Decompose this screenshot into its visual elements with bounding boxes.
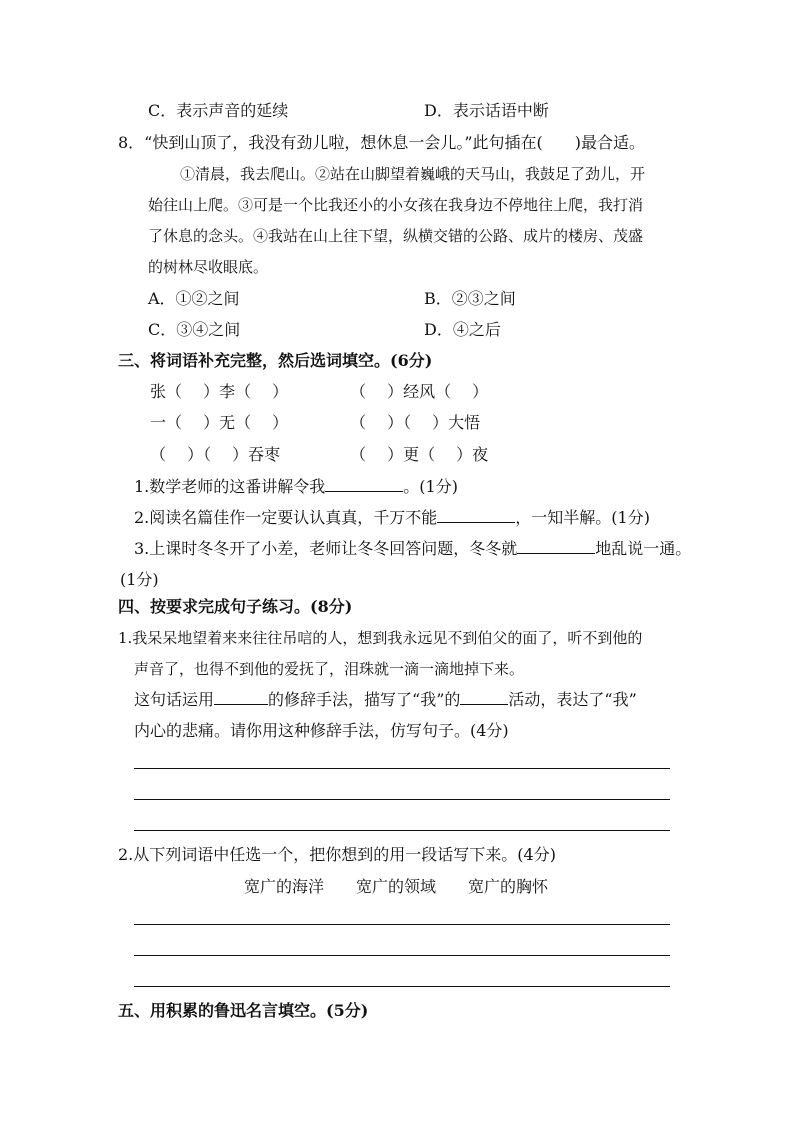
fill-sentence-3-score: (1分) xyxy=(120,570,159,589)
idiom-fill-4: （ ）（ ）大悟 xyxy=(350,413,481,432)
q8-stem: 8．“快到山顶了，我没有劲儿啦，想休息一会儿。”此句插在( )最合适。 xyxy=(118,133,646,152)
q1-text: 活动，表达了“我” xyxy=(508,690,637,709)
q8-option-b: B．②③之间 xyxy=(424,289,516,308)
fill-sentence-text: ，一知半解。(1分) xyxy=(515,508,650,527)
word-choice: 宽广的领域 xyxy=(356,877,437,896)
q7-option-c: C．表示声音的延续 xyxy=(148,101,289,120)
q7-option-d: D．表示话语中断 xyxy=(424,101,549,120)
answer-line[interactable] xyxy=(134,955,670,956)
idiom-fill-2: （ ）经风（ ） xyxy=(350,382,489,401)
q8-option-d: D．④之后 xyxy=(424,320,501,339)
q8-option-c: C．③④之间 xyxy=(148,320,241,339)
q8-passage-line: ①清晨，我去爬山。②站在山脚望着巍峨的天马山，我鼓足了劲儿，开 xyxy=(180,165,646,183)
fill-sentence-3 xyxy=(134,538,691,560)
q8-passage-line: 始往山上爬。③可是一个比我还小的小女孩在我身边不停地往上爬，我打消 xyxy=(148,196,644,214)
fill-sentence-1 xyxy=(134,476,458,498)
fill-sentence-text: 。(1分) xyxy=(403,477,458,496)
answer-line[interactable] xyxy=(134,830,670,831)
answer-blank[interactable] xyxy=(437,508,515,523)
idiom-fill-6: （ ）更（ ）夜 xyxy=(350,445,489,464)
q1-question-line: 内心的悲痛。请你用这种修辞手法，仿写句子。(4分) xyxy=(134,721,509,740)
idiom-fill-5: （ ）（ ）吞枣 xyxy=(150,445,281,464)
fill-sentence-text: 1.数学老师的这番讲解令我 xyxy=(134,477,326,496)
q8-passage-line: 了休息的念头。④我站在山上往下望，纵横交错的公路、成片的楼房、茂盛 xyxy=(148,227,644,245)
word-choice: 宽广的海洋 xyxy=(244,877,325,896)
word-choice: 宽广的胸怀 xyxy=(468,877,549,896)
q1-sentence-line: 1.我呆呆地望着来来往往吊唁的人，想到我永远见不到伯父的面了，听不到他的 xyxy=(118,629,643,647)
section4-heading: 四、按要求完成句子练习。(8分) xyxy=(118,597,353,616)
q8-passage-line: 的树林尽收眼底。 xyxy=(148,258,269,276)
q8-option-a: A．①②之间 xyxy=(148,289,240,308)
answer-blank[interactable] xyxy=(460,690,508,705)
q1-question-line xyxy=(134,689,637,711)
answer-blank[interactable] xyxy=(214,690,268,705)
fill-sentence-text: 3.上课时冬冬开了小差，老师让冬冬回答问题，冬冬就 xyxy=(134,539,518,558)
answer-line[interactable] xyxy=(134,768,670,769)
answer-blank[interactable] xyxy=(517,539,595,554)
q1-sentence-line: 声音了，也得不到他的爱抚了，泪珠就一滴一滴地掉下来。 xyxy=(134,660,525,678)
q2-prompt: 2.从下列词语中任选一个，把你想到的用一段话写下来。(4分) xyxy=(118,845,556,864)
q1-text: 这句话运用 xyxy=(134,690,215,709)
fill-sentence-text: 2.阅读名篇佳作一定要认认真真，千万不能 xyxy=(134,508,438,527)
answer-line[interactable] xyxy=(134,799,670,800)
idiom-fill-3: 一（ ）无（ ） xyxy=(150,413,289,432)
section3-heading: 三、将词语补充完整，然后选词填空。(6分) xyxy=(118,351,433,370)
answer-line[interactable] xyxy=(134,986,670,987)
q1-text: 的修辞手法，描写了“我”的 xyxy=(268,690,461,709)
fill-sentence-2 xyxy=(134,507,650,529)
fill-sentence-text: 地乱说一通。 xyxy=(595,539,692,558)
idiom-fill-1: 张（ ）李（ ） xyxy=(150,382,289,401)
answer-blank[interactable] xyxy=(325,477,403,492)
section5-heading: 五、用积累的鲁迅名言填空。(5分) xyxy=(118,1001,369,1020)
answer-line[interactable] xyxy=(134,924,670,925)
